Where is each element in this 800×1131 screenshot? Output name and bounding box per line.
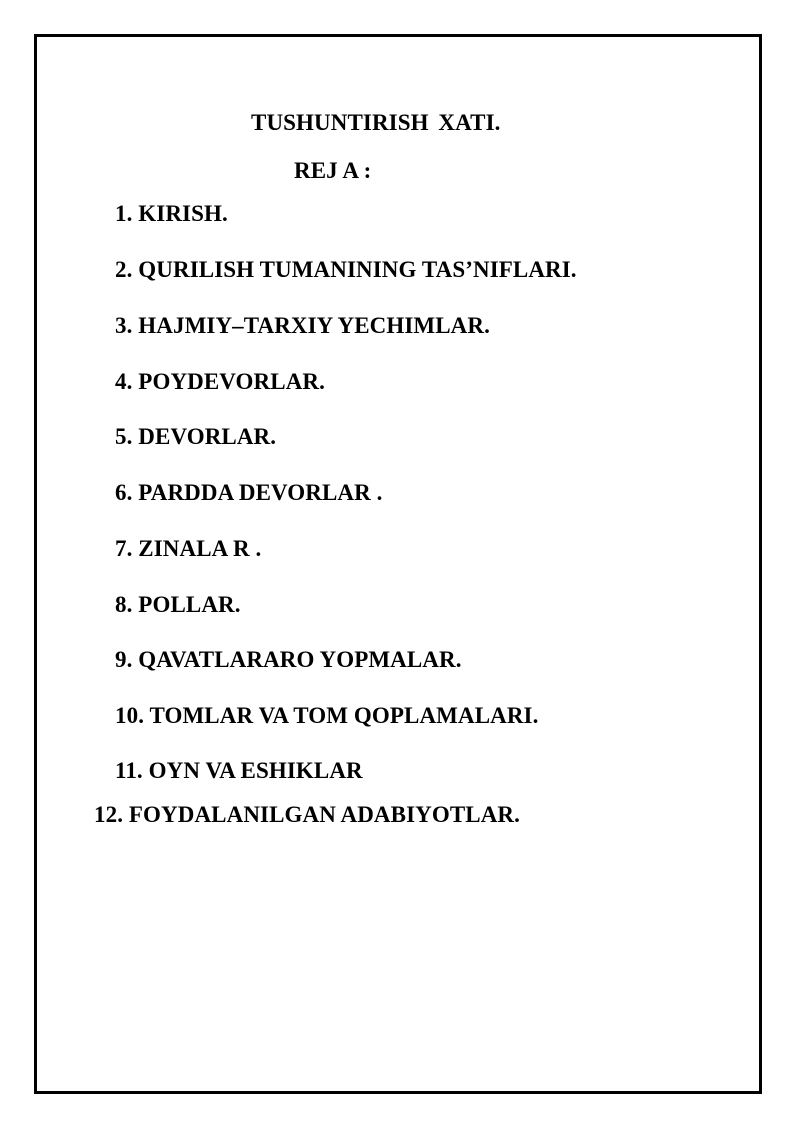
contents-item: 6. PARDDA DEVORLAR . xyxy=(115,480,383,505)
contents-item: 2. QURILISH TUMANINING TAS’NIFLARI. xyxy=(115,257,577,282)
plan-heading: REJ A : xyxy=(294,158,372,183)
contents-item: 7. ZINALA R . xyxy=(115,536,262,561)
page-border xyxy=(34,34,762,1094)
contents-item: 11. OYN VA ESHIKLAR xyxy=(115,758,363,783)
contents-item: 5. DEVORLAR. xyxy=(115,424,277,449)
contents-item: 12. FOYDALANILGAN ADABIYOTLAR. xyxy=(94,802,520,827)
contents-item: 3. HAJMIY–TARXIY YECHIMLAR. xyxy=(115,313,490,338)
contents-item: 8. POLLAR. xyxy=(115,592,241,617)
contents-item: 1. KIRISH. xyxy=(115,201,228,226)
contents-item: 9. QAVATLARARO YOPMALAR. xyxy=(115,647,462,672)
contents-item: 4. POYDEVORLAR. xyxy=(115,369,325,394)
document-title: TUSHUNTIRISH XATI. xyxy=(251,110,501,135)
contents-item: 10. TOMLAR VA TOM QOPLAMALARI. xyxy=(115,703,539,728)
